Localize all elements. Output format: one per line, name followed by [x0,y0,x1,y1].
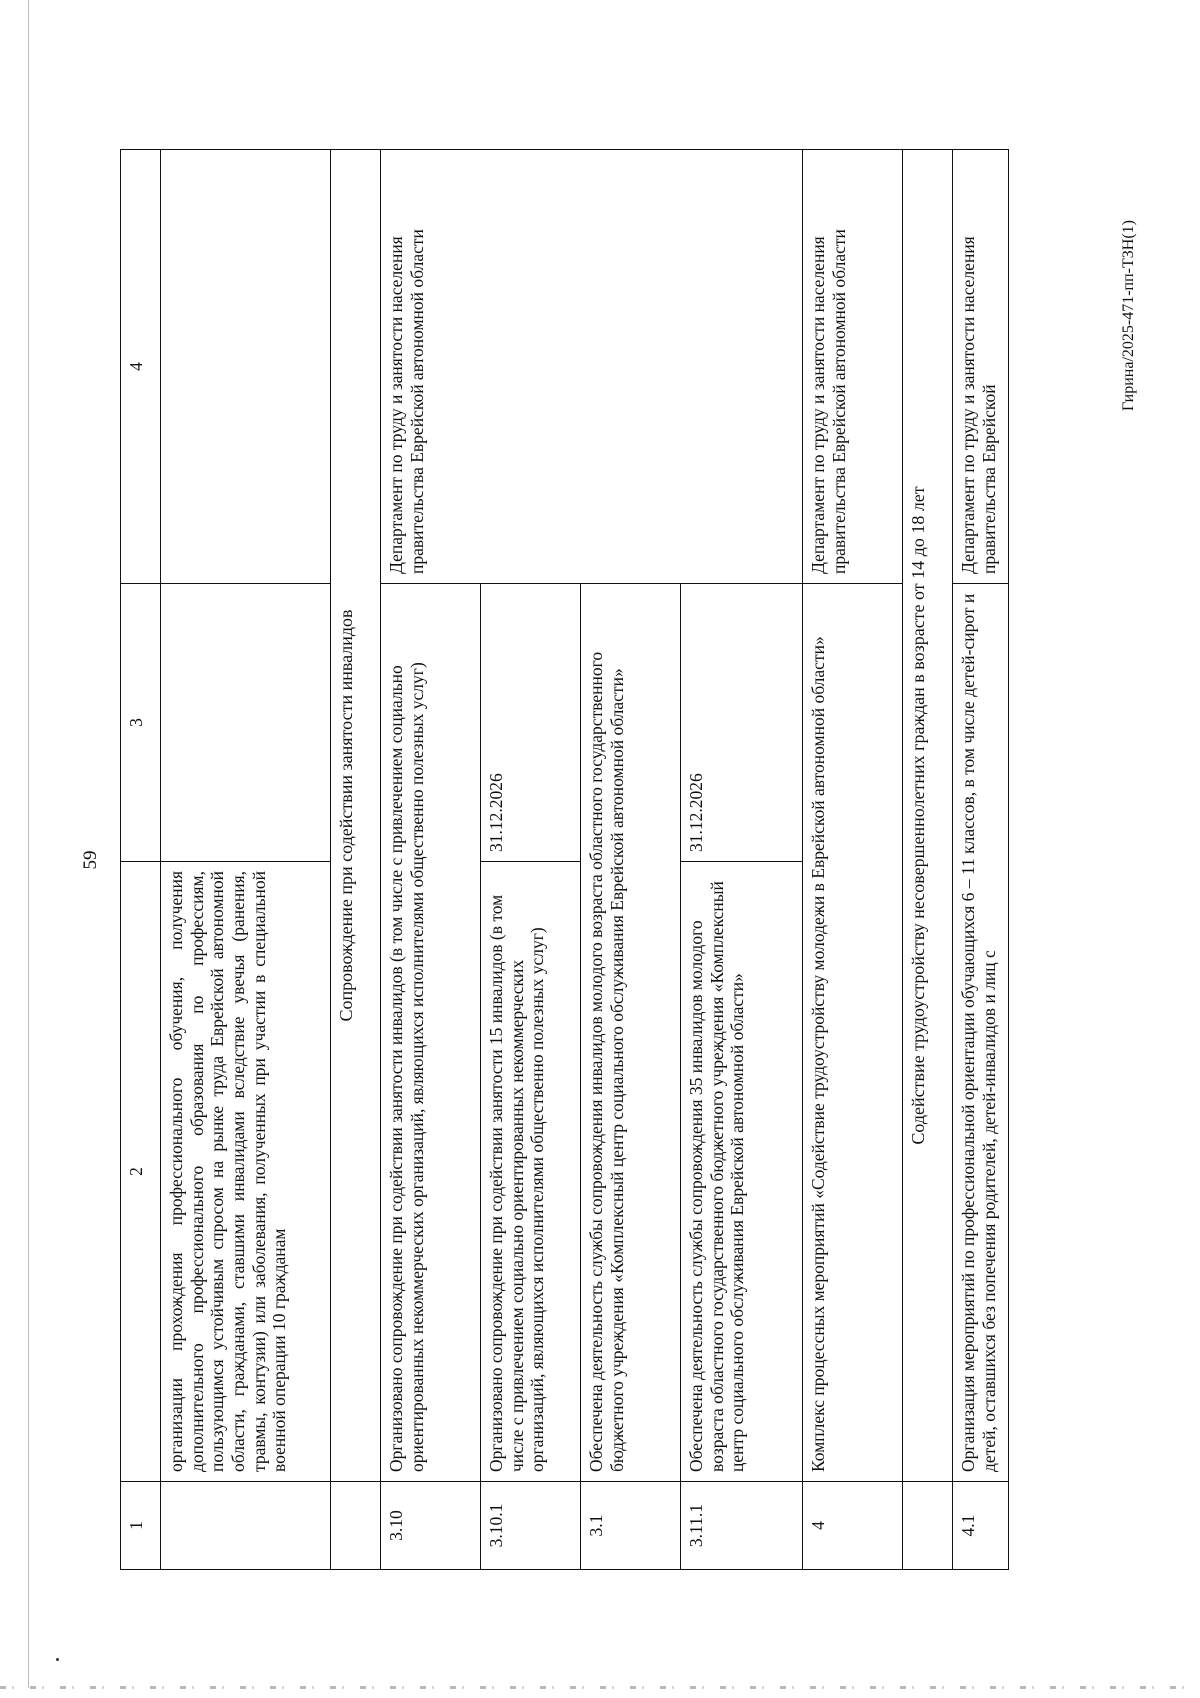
row-description: Обеспечена деятельность службы сопровождения 35 инвалидов молодого возраста областного государственного бюджетного учреждения «Комплексный центр социального обслуживания Еврейской автономной области» [681,862,803,1482]
column-header: 1 [121,1482,161,1570]
table-header-row [121,150,161,1570]
scan-speck [56,1658,59,1661]
column-header: 2 [121,862,161,1482]
row-number: 3.1 [581,1482,681,1570]
row-description: Организовано сопровождение при содействии занятости 15 инвалидов (в том числе с привлечением социально ориентированных некоммерческих организаций, являющихся исполнителями общественно полезных услуг) [481,862,581,1482]
row-deadline [161,584,331,862]
row-description: Обеспечена деятельность службы сопровождения инвалидов молодого возраста областного государственного бюджетного учреждения «Комплексный центр социального обслуживания Еврейской автономной области» [581,584,681,1482]
table-row [953,150,1009,1570]
row-responsible: Департамент по труду и занятости населения правительства Еврейской автономной области [381,150,803,584]
table-row [161,150,331,1570]
column-header: 3 [121,584,161,862]
section-row [903,150,953,1570]
table-row [803,150,903,1570]
row-number: 3.11.1 [681,1482,803,1570]
section-number-cell [331,1482,381,1570]
document-footer-reference: Гирина/2025-471-пп-ТЗН(1) [1120,220,1137,411]
row-responsible: Департамент по труду и занятости населения правительства Еврейской автономной области [803,150,903,584]
plan-table [120,149,1009,1570]
row-description: Организовано сопровождение при содействии занятости инвалидов (в том числе с привлечением социально ориентированных некоммерческих организаций, являющихся исполнителями общественно полезных услуг) [381,584,481,1482]
section-heading: Сопровождение при содействии занятости инвалидов [331,150,381,1482]
section-number-cell [903,1482,953,1570]
section-heading: Содействие трудоустройству несовершеннолетних граждан в возрасте от 14 до 18 лет [903,150,953,1482]
row-description: организации прохождения профессионального обучения, получения дополнительного профессионального образования по профессиям, пользующимся устойчивым спросом на рынке труда Еврейской автономной области, гражданами, ставшими инвалидами вследствие увечья (ранения, травмы, контузии) или заболевания, полученных при участии в специальной военной операции 10 гражданам [161,862,331,1482]
row-number: 3.10.1 [481,1482,581,1570]
document-page [60,80,1137,1640]
row-description: Организация мероприятий по профессиональной ориентации обучающихся 6 – 11 классов, в том числе детей-сирот и детей, оставшихся без попечения родителей, детей-инвалидов и лиц с [953,584,1009,1482]
section-row [331,150,381,1570]
page-number: 59 [80,850,101,870]
row-number: 3.10 [381,1482,481,1570]
row-number: 4.1 [953,1482,1009,1570]
table-row [381,150,481,1570]
row-number [161,1482,331,1570]
row-number: 4 [803,1482,903,1570]
row-responsible: Департамент по труду и занятости населения правительства Еврейской [953,150,1009,584]
row-deadline: 31.12.2026 [481,584,581,862]
row-description: Комплекс процессных мероприятий «Содействие трудоустройству молодежи в Еврейской автономной области» [803,584,903,1482]
row-responsible [161,150,331,584]
row-deadline: 31.12.2026 [681,584,803,862]
scan-edge-noise [0,1686,1200,1689]
column-header: 4 [121,150,161,584]
